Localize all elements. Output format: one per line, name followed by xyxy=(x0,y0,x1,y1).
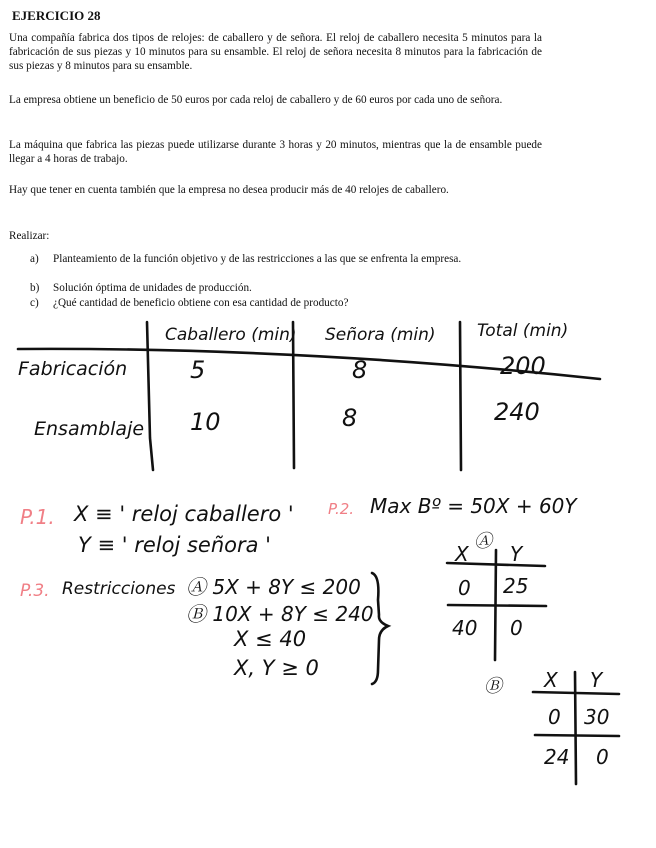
tasks-heading: Realizar: xyxy=(9,230,50,242)
statement-paragraph: La empresa obtiene un beneficio de 50 euros por cada reloj de caballero y de 60 euros por cada uno de señora. xyxy=(9,94,503,106)
table-header-cell: Señora (min) xyxy=(325,325,436,345)
task-label: a) xyxy=(30,253,39,265)
step-label-p3: P.3. xyxy=(20,581,50,601)
table-b-cell: 0 xyxy=(596,745,609,769)
table-cell: 8 xyxy=(352,356,368,384)
restrictions-brace xyxy=(372,573,388,684)
table-b-cell: 30 xyxy=(584,705,610,729)
table-header-cell: Total (min) xyxy=(477,321,569,341)
task-text: Planteamiento de la función objetivo y de las restricciones a las que se enfrenta la empresa. xyxy=(53,253,462,265)
statement-paragraph: La máquina que fabrica las piezas puede utilizarse durante 3 horas y 20 minutos, mientras que la de ensamble puede llegar a 4 horas de trabajo. xyxy=(9,139,542,165)
task-label: b) xyxy=(30,282,40,294)
statement-paragraph: Una compañía fabrica dos tipos de relojes: de caballero y de señora. El reloj de caballero necesita 5 minutos para la fabricación de sus piezas y 10 minutos para su ensamble. El reloj de señora necesita 8 minutos para la fabricación de sus piezas y 8 minutos para su ensamble. xyxy=(9,32,542,72)
table-cell: 200 xyxy=(500,352,546,380)
table-a-marker: Ⓐ xyxy=(474,531,492,552)
task-text: ¿Qué cantidad de beneficio obtiene con esa cantidad de producto? xyxy=(53,297,349,309)
table-b-cell: 24 xyxy=(544,745,570,769)
restriction-nonnegative: X, Y ≥ 0 xyxy=(234,656,319,680)
table-a-cell: 40 xyxy=(452,616,478,640)
restriction-x-max: X ≤ 40 xyxy=(234,627,307,651)
table-b-cell: 0 xyxy=(548,705,561,729)
table-a-header: X xyxy=(455,542,469,566)
variable-x-definition: X ≡ ' reloj caballero ' xyxy=(74,502,294,526)
table-a-row-line xyxy=(448,605,546,606)
table-column-line xyxy=(460,322,461,470)
table-cell: 10 xyxy=(190,408,221,436)
table-a-cell: 25 xyxy=(503,574,529,598)
table-row-label: Ensamblaje xyxy=(34,418,145,440)
restriction-a: Ⓐ 5X + 8Y ≤ 200 xyxy=(186,575,361,599)
table-a-cell: 0 xyxy=(510,616,523,640)
table-b-column-line xyxy=(575,672,576,784)
exercise-title: EJERCICIO 28 xyxy=(12,8,101,23)
restriction-b: Ⓑ 10X + 8Y ≤ 240 xyxy=(186,602,374,626)
task-label: c) xyxy=(30,297,39,309)
table-column-line xyxy=(147,322,153,470)
table-header-cell: Caballero (min) xyxy=(165,325,297,345)
restrictions-label: Restricciones xyxy=(62,579,176,599)
table-b-marker: Ⓑ xyxy=(484,676,502,697)
table-a-header: Y xyxy=(510,542,523,566)
objective-function: Max Bº = 50X + 60Y xyxy=(370,494,577,518)
table-row-label: Fabricación xyxy=(18,358,128,380)
variable-y-definition: Y ≡ ' reloj señora ' xyxy=(78,533,271,557)
table-b-header: Y xyxy=(590,668,603,692)
table-cell: 8 xyxy=(342,404,358,432)
statement-paragraph: Hay que tener en cuenta también que la empresa no desea producir más de 40 relojes de caballero. xyxy=(9,184,449,196)
table-b-header: X xyxy=(544,668,558,692)
table-b-row-line xyxy=(535,735,619,736)
task-text: Solución óptima de unidades de producción. xyxy=(53,282,252,294)
table-a-cell: 0 xyxy=(458,576,471,600)
step-label-p1: P.1. xyxy=(20,505,55,529)
table-cell: 240 xyxy=(494,398,540,426)
step-label-p2: P.2. xyxy=(328,500,355,518)
table-cell: 5 xyxy=(190,356,206,384)
